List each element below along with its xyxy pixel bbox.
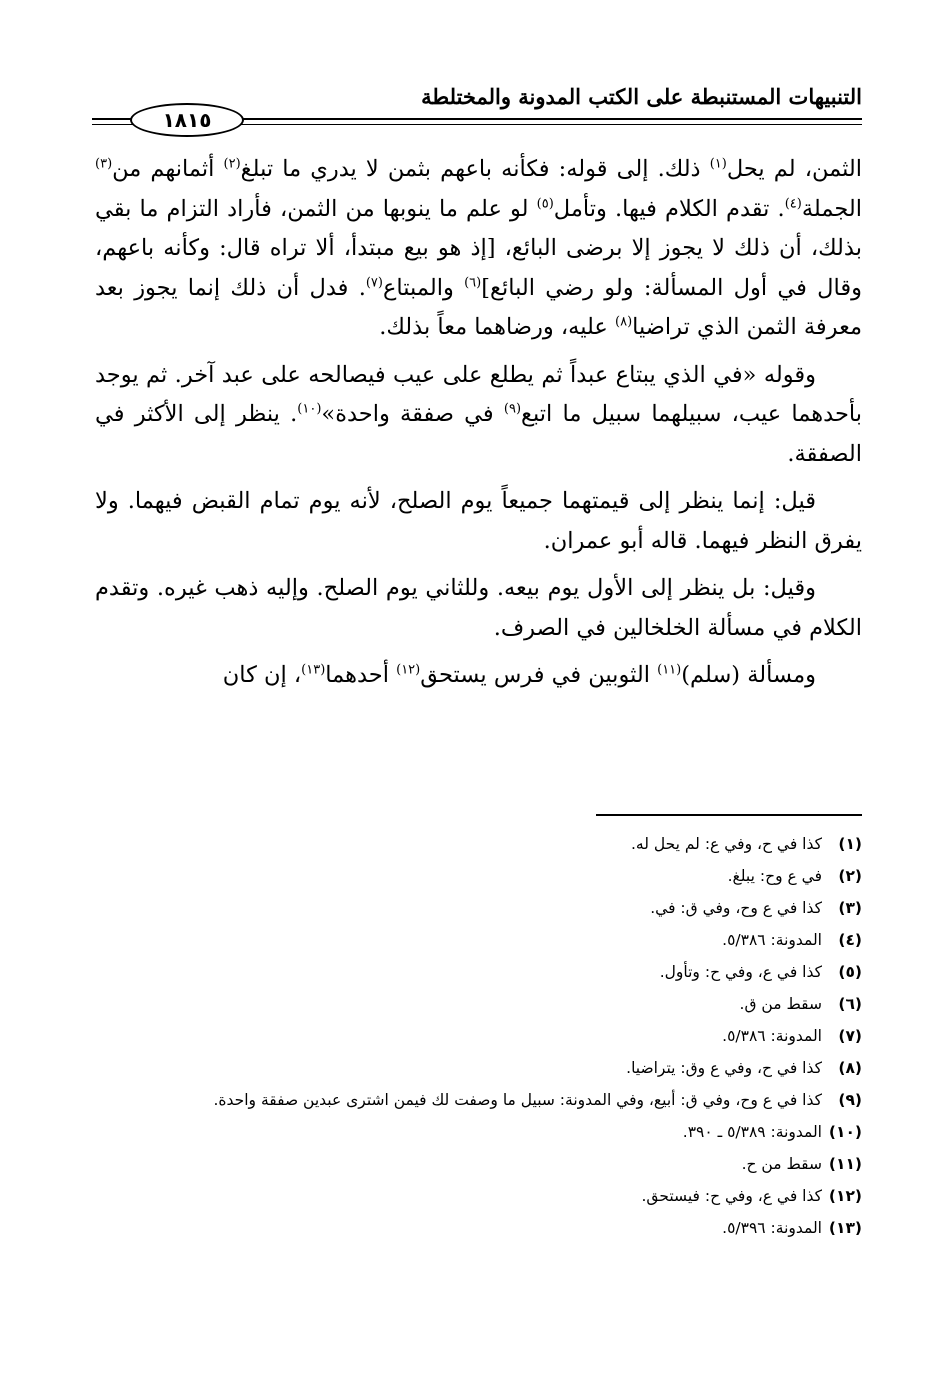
paragraph-4: وقيل: بل ينظر إلى الأول يوم بيعه. وللثاني يوم الصلح. وإليه ذهب غيره. وتقدم الكلام في مسألة الخلخالين في الصرف. (95, 575, 862, 641)
footnote-text: المدونة: ٥/٣٨٦. (722, 1027, 822, 1045)
footnote (93, 1084, 862, 1116)
footnote-text: كذا في ح، وفي ع: لم يحل له. (631, 835, 822, 853)
text-run: . ينظر إلى الأكثر في الصفقة. (95, 401, 862, 467)
footnote-number: (١) (838, 835, 862, 853)
footnote (93, 860, 862, 892)
text-run: أحدهما (325, 662, 397, 688)
footnote-number: (٤) (838, 931, 862, 949)
text-run: ذلك. إلى قوله: فكأنه باعهم بثمن لا يدري ما تبلغ (240, 156, 710, 182)
paragraph-3: قيل: إنما ينظر إلى قيمتهما جميعاً يوم الصلح، لأنه يوم تمام القبض فيهما. ولا يفرق النظر فيهما. قاله أبو عمران. (95, 488, 862, 554)
text-run: أثمانهم من (112, 156, 224, 182)
footnote-marker: (٨) (615, 314, 633, 330)
footnote-marker: (٤) (784, 196, 802, 211)
footnote-marker: (٩) (503, 401, 522, 417)
footnote-number: (٧) (838, 1027, 862, 1045)
footnote-text: كذا في ع، وفي ح: وتأول. (659, 963, 822, 981)
footnote-text: كذا في ح، وفي ع وق: يتراضيا. (626, 1059, 822, 1077)
footnote-text: المدونة: ٥/٣٩٦. (722, 1219, 822, 1237)
footnote-marker: (٥) (536, 196, 554, 211)
footnote-text: سقط من ق. (739, 995, 822, 1013)
footnote-number: (١٢) (828, 1187, 862, 1205)
footnote-number: (٦) (838, 995, 862, 1013)
footnote-number: (٩) (838, 1091, 862, 1109)
footnote-number: (٢) (838, 867, 862, 885)
footnote (93, 892, 862, 924)
text-run: الثوبين في فرس يستحق (420, 662, 658, 688)
footnote-marker: (١١) (657, 662, 682, 678)
text-run: لو علم ما ينوبها من الثمن، فأراد التزام ما بقي بذلك، أن ذلك لا يجوز إلا برضى البائع، [إذ هو بيع مبتدأ، ألا تراه قال: وكأنه باعهم، وقال في أول المسألة: ولو رضي البائع] (95, 195, 862, 301)
text-run: الثمن، لم يحل (726, 156, 862, 182)
text-run: . فدل أن ذلك إنما يجوز بعد معرفة الثمن الذي تراضيا (95, 274, 862, 340)
footnote-separator (596, 814, 862, 816)
running-header (92, 78, 862, 138)
footnote-text: المدونة: ٥/٣٨٩ ـ ٣٩٠. (682, 1123, 822, 1141)
footnote (93, 924, 862, 956)
footnote-number: (٨) (838, 1059, 862, 1077)
text-run: ومسألة (سلم) (681, 662, 816, 688)
footnote-text: كذا في ع وح، وفي ق: أبيع، وفي المدونة: سبيل ما وصفت لك فيمن اشترى عبدين صفقة واحدة. (213, 1091, 822, 1109)
text-run: عليه، ورضاهما معاً بذلك. (379, 314, 616, 340)
footnote (93, 956, 862, 988)
footnote-number: (٣) (838, 899, 862, 917)
footnote-text: سقط من ح. (741, 1155, 822, 1173)
header-title: التنبيهات المستنبطة على الكتب المدونة والمختلطة (421, 84, 862, 109)
footnote-marker: (٧) (365, 275, 383, 290)
footnote-number: (١٣) (828, 1219, 862, 1237)
footnote-marker: (٣) (95, 156, 113, 172)
footnotes (93, 828, 862, 1244)
footnote-text: المدونة: ٥/٣٨٦. (722, 931, 822, 949)
text-run: في صفقة واحدة» (321, 401, 504, 427)
footnote (93, 1180, 862, 1212)
text-run: والمبتاع (382, 274, 465, 301)
paragraph-2 (95, 356, 862, 475)
footnote-number: (١١) (828, 1155, 862, 1173)
footnote-marker: (٦) (464, 275, 482, 290)
text-run: ، إن كان (222, 662, 302, 688)
paragraph-1 (95, 150, 862, 348)
footnote (93, 1148, 862, 1180)
footnote-marker: (١٠) (297, 401, 322, 417)
footnote (93, 1052, 862, 1084)
footnote-marker: (٢) (223, 156, 241, 172)
footnote-marker: (١) (709, 156, 727, 172)
footnote (93, 1212, 862, 1244)
footnote-number: (١٠) (828, 1123, 862, 1141)
footnote-text: في ع وح: يبلغ. (727, 867, 822, 885)
footnote-marker: (١٢) (396, 662, 421, 678)
footnote (93, 1020, 862, 1052)
paragraph-5 (95, 656, 862, 696)
footnote (93, 828, 862, 860)
footnote-text: كذا في ع، وفي ح: فيستحق. (641, 1187, 822, 1205)
footnote (93, 1116, 862, 1148)
page-number: ١٨١٥ (130, 103, 244, 137)
main-text (95, 150, 862, 704)
footnote-marker: (١٣) (301, 662, 326, 678)
text-run: . تقدم الكلام فيها. وتأمل (553, 195, 785, 222)
text-run: وقوله «في الذي يبتاع عبداً ثم يطلع على عيب فيصالحه على عبد آخر. ثم يوجد بأحدهما عيب، سبيلهما سبيل ما اتبع (95, 361, 862, 427)
footnote-text: كذا في ع وح، وفي ق: في. (650, 899, 822, 917)
footnote (93, 988, 862, 1020)
text-run: الجملة (801, 195, 862, 222)
footnote-number: (٥) (838, 963, 862, 981)
